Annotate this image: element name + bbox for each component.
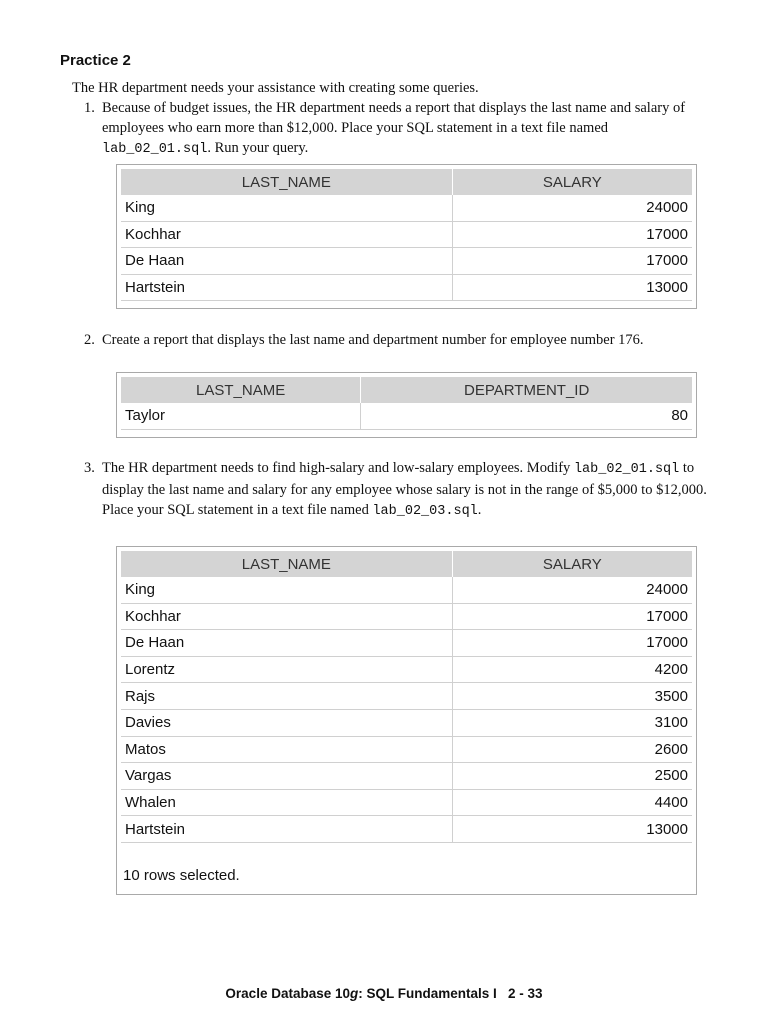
- column-header: DEPARTMENT_ID: [361, 377, 692, 403]
- table-row: [121, 683, 692, 710]
- table-row: [121, 763, 692, 790]
- cell-text: De Haan: [121, 630, 452, 657]
- cell-text: Hartstein: [121, 816, 452, 843]
- task-text: Create a report that displays the last name and department number for employee number 176.: [102, 332, 644, 348]
- table-header-row: [121, 551, 692, 577]
- cell-text: King: [121, 195, 452, 221]
- column-header: LAST_NAME: [121, 377, 361, 403]
- table-body-2: [121, 403, 692, 429]
- cell-value: 24000: [452, 577, 692, 603]
- table-row: [121, 248, 692, 275]
- cell-text: Hartstein: [121, 274, 452, 301]
- cell-value: 17000: [452, 221, 692, 248]
- column-header: SALARY: [452, 551, 692, 577]
- task-number: 1.: [84, 100, 95, 116]
- column-header: LAST_NAME: [121, 169, 452, 195]
- cell-value: 2600: [452, 736, 692, 763]
- task-number: 2.: [84, 332, 95, 348]
- task-3: [84, 458, 710, 522]
- task-1: [84, 98, 710, 160]
- cell-value: 3100: [452, 709, 692, 736]
- table-row: [121, 221, 692, 248]
- column-header: SALARY: [452, 169, 692, 195]
- task-text: The HR department needs to find high-salary and low-salary employees. Modify lab_02_01.sql to display the last name and salary for any employee whose salary is not in the range of $5,000 to $12,000. Place your SQL statement in a text file named lab_02_03.sql.: [102, 460, 707, 519]
- cell-text: Lorentz: [121, 656, 452, 683]
- table-row: [121, 656, 692, 683]
- task-text: Because of budget issues, the HR department needs a report that displays the last name and salary of employees who earn more than $12,000. Place your SQL statement in a text file named lab_02_01.sql. Run your query.: [102, 100, 686, 157]
- table-row: [121, 274, 692, 301]
- table-row: [121, 403, 692, 429]
- task-2: [84, 330, 710, 350]
- table-row: [121, 709, 692, 736]
- cell-text: Kochhar: [121, 603, 452, 630]
- table-row: [121, 789, 692, 816]
- table-row: [121, 577, 692, 603]
- cell-value: 17000: [452, 248, 692, 275]
- task-number: 3.: [84, 460, 95, 476]
- cell-text: Vargas: [121, 763, 452, 790]
- column-header: LAST_NAME: [121, 551, 452, 577]
- page-footer: Oracle Database 10g: SQL Fundamentals I 2 - 33: [225, 986, 543, 1001]
- cell-value: 17000: [452, 630, 692, 657]
- table-header-row: [121, 377, 692, 403]
- cell-value: 4200: [452, 656, 692, 683]
- table-row: [121, 630, 692, 657]
- page-title: Practice 2: [60, 52, 131, 69]
- cell-value: 4400: [452, 789, 692, 816]
- code-filename: lab_02_03.sql: [372, 504, 478, 519]
- cell-value: 2500: [452, 763, 692, 790]
- cell-value: 17000: [452, 603, 692, 630]
- cell-text: King: [121, 577, 452, 603]
- table-row: [121, 603, 692, 630]
- cell-text: Whalen: [121, 789, 452, 816]
- cell-text: Rajs: [121, 683, 452, 710]
- table-row: [121, 736, 692, 763]
- cell-value: 24000: [452, 195, 692, 221]
- cell-text: Davies: [121, 709, 452, 736]
- table-row: [121, 195, 692, 221]
- cell-text: Kochhar: [121, 221, 452, 248]
- code-filename: lab_02_01.sql: [102, 142, 208, 157]
- intro-text: The HR department needs your assistance with creating some queries.: [72, 80, 479, 96]
- table-header-row: [121, 169, 692, 195]
- cell-value: 80: [361, 403, 692, 429]
- cell-text: De Haan: [121, 248, 452, 275]
- cell-value: 3500: [452, 683, 692, 710]
- cell-text: Matos: [121, 736, 452, 763]
- table-row: [121, 816, 692, 843]
- cell-value: 13000: [452, 274, 692, 301]
- code-filename: lab_02_01.sql: [573, 462, 680, 477]
- cell-text: Taylor: [121, 403, 361, 429]
- result-table-3: [116, 546, 697, 895]
- table-body-1: [121, 195, 692, 301]
- result-table-1: [116, 164, 697, 309]
- table-body-3: [121, 577, 692, 842]
- result-table-2: [116, 372, 697, 438]
- rows-selected-text: 10 rows selected.: [123, 866, 240, 884]
- cell-value: 13000: [452, 816, 692, 843]
